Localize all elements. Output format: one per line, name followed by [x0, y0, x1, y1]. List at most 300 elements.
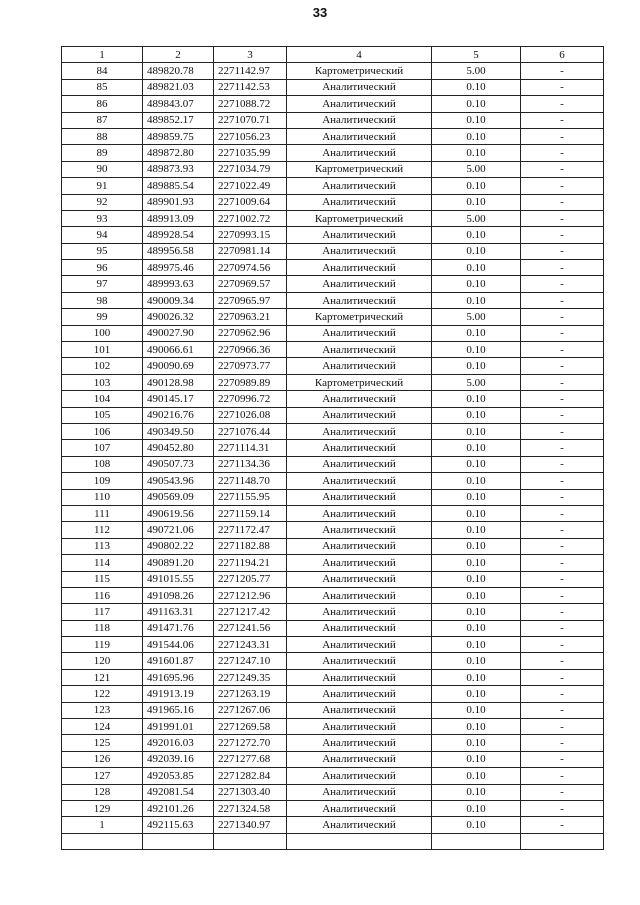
- table-row: [62, 751, 604, 767]
- cell-accuracy: 5.00: [432, 161, 521, 177]
- cell-method: Аналитический: [287, 456, 432, 472]
- table-row: [62, 325, 604, 341]
- cell-y-coordinate: 2271155.95: [214, 489, 287, 505]
- table-body: [62, 63, 604, 850]
- cell-method: Аналитический: [287, 358, 432, 374]
- table-row: [62, 653, 604, 669]
- cell-point-number: 125: [62, 735, 143, 751]
- table-row: [62, 800, 604, 816]
- cell-point-number: 113: [62, 538, 143, 554]
- cell-point-number: 108: [62, 456, 143, 472]
- cell-accuracy: 0.10: [432, 440, 521, 456]
- table-row: [62, 735, 604, 751]
- table-row: [62, 522, 604, 538]
- cell-description: -: [521, 735, 604, 751]
- cell-x-coordinate: 490349.50: [143, 423, 214, 439]
- cell-method: Аналитический: [287, 440, 432, 456]
- cell-method: Аналитический: [287, 587, 432, 603]
- cell-x-coordinate: 490543.96: [143, 473, 214, 489]
- cell-x-coordinate: 489901.93: [143, 194, 214, 210]
- cell-accuracy: 0.10: [432, 637, 521, 653]
- cell-method: Аналитический: [287, 784, 432, 800]
- column-header-x-coordinate: 2: [143, 47, 214, 63]
- table-row: [62, 456, 604, 472]
- cell-accuracy: 5.00: [432, 210, 521, 226]
- cell-description: -: [521, 145, 604, 161]
- column-header-description: 6: [521, 47, 604, 63]
- cell-description: -: [521, 260, 604, 276]
- cell-y-coordinate: 2271263.19: [214, 686, 287, 702]
- cell-method: Аналитический: [287, 342, 432, 358]
- cell-accuracy: 0.10: [432, 473, 521, 489]
- cell-accuracy: 0.10: [432, 538, 521, 554]
- cell-description: -: [521, 391, 604, 407]
- cell-method: Аналитический: [287, 79, 432, 95]
- table-row: [62, 571, 604, 587]
- cell-point-number: 120: [62, 653, 143, 669]
- cell-accuracy: 0.10: [432, 768, 521, 784]
- cell-accuracy: 0.10: [432, 719, 521, 735]
- cell-y-coordinate: 2271035.99: [214, 145, 287, 161]
- cell-method: Аналитический: [287, 325, 432, 341]
- cell-description: -: [521, 587, 604, 603]
- cell-point-number: [62, 833, 143, 849]
- cell-accuracy: 0.10: [432, 276, 521, 292]
- cell-accuracy: 0.10: [432, 243, 521, 259]
- cell-x-coordinate: 489820.78: [143, 63, 214, 79]
- cell-y-coordinate: 2270962.96: [214, 325, 287, 341]
- cell-accuracy: 0.10: [432, 555, 521, 571]
- cell-method: Аналитический: [287, 751, 432, 767]
- cell-description: -: [521, 407, 604, 423]
- cell-description: -: [521, 751, 604, 767]
- cell-method: Аналитический: [287, 702, 432, 718]
- cell-description: -: [521, 719, 604, 735]
- cell-y-coordinate: 2271247.10: [214, 653, 287, 669]
- cell-y-coordinate: 2270996.72: [214, 391, 287, 407]
- cell-x-coordinate: 490802.22: [143, 538, 214, 554]
- cell-method: Аналитический: [287, 555, 432, 571]
- cell-point-number: 103: [62, 374, 143, 390]
- cell-description: -: [521, 768, 604, 784]
- cell-y-coordinate: 2271182.88: [214, 538, 287, 554]
- cell-x-coordinate: 489852.17: [143, 112, 214, 128]
- cell-accuracy: 5.00: [432, 374, 521, 390]
- table-row: [62, 243, 604, 259]
- page-number: 33: [312, 5, 328, 20]
- cell-accuracy: 0.10: [432, 194, 521, 210]
- table-row: [62, 637, 604, 653]
- cell-accuracy: 0.10: [432, 325, 521, 341]
- cell-method: Аналитический: [287, 522, 432, 538]
- cell-method: Аналитический: [287, 637, 432, 653]
- cell-accuracy: 0.10: [432, 456, 521, 472]
- coordinates-table: [61, 46, 604, 850]
- cell-accuracy: 0.10: [432, 423, 521, 439]
- cell-description: -: [521, 276, 604, 292]
- cell-method: Аналитический: [287, 620, 432, 636]
- cell-x-coordinate: 489993.63: [143, 276, 214, 292]
- cell-x-coordinate: 491544.06: [143, 637, 214, 653]
- cell-method: Аналитический: [287, 178, 432, 194]
- cell-x-coordinate: 489821.03: [143, 79, 214, 95]
- cell-accuracy: 0.10: [432, 653, 521, 669]
- cell-description: -: [521, 555, 604, 571]
- cell-method: Картометрический: [287, 309, 432, 325]
- cell-accuracy: 0.10: [432, 669, 521, 685]
- cell-x-coordinate: 490721.06: [143, 522, 214, 538]
- table-header-row: [62, 47, 604, 63]
- cell-accuracy: 0.10: [432, 522, 521, 538]
- cell-y-coordinate: 2271249.35: [214, 669, 287, 685]
- cell-point-number: 106: [62, 423, 143, 439]
- cell-x-coordinate: 492016.03: [143, 735, 214, 751]
- table-row: [62, 489, 604, 505]
- cell-x-coordinate: 489885.54: [143, 178, 214, 194]
- cell-method: Аналитический: [287, 817, 432, 833]
- cell-y-coordinate: 2271212.96: [214, 587, 287, 603]
- table-row: [62, 358, 604, 374]
- cell-accuracy: 0.10: [432, 587, 521, 603]
- cell-x-coordinate: 491601.87: [143, 653, 214, 669]
- column-header-point-number: 1: [62, 47, 143, 63]
- cell-point-number: 102: [62, 358, 143, 374]
- table-row: [62, 391, 604, 407]
- table-row: [62, 833, 604, 849]
- cell-description: -: [521, 817, 604, 833]
- cell-y-coordinate: 2271114.31: [214, 440, 287, 456]
- cell-point-number: 96: [62, 260, 143, 276]
- cell-y-coordinate: 2271272.70: [214, 735, 287, 751]
- table-row: [62, 555, 604, 571]
- cell-method: Картометрический: [287, 63, 432, 79]
- cell-method: Аналитический: [287, 96, 432, 112]
- cell-y-coordinate: 2271282.84: [214, 768, 287, 784]
- cell-description: -: [521, 571, 604, 587]
- cell-point-number: 110: [62, 489, 143, 505]
- cell-x-coordinate: 490216.76: [143, 407, 214, 423]
- cell-accuracy: [432, 833, 521, 849]
- cell-point-number: 89: [62, 145, 143, 161]
- cell-point-number: 95: [62, 243, 143, 259]
- cell-x-coordinate: 489913.09: [143, 210, 214, 226]
- cell-description: -: [521, 161, 604, 177]
- cell-y-coordinate: 2271267.06: [214, 702, 287, 718]
- cell-description: -: [521, 325, 604, 341]
- cell-description: -: [521, 128, 604, 144]
- cell-y-coordinate: 2271324.58: [214, 800, 287, 816]
- table-row: [62, 669, 604, 685]
- cell-method: Аналитический: [287, 489, 432, 505]
- table-row: [62, 63, 604, 79]
- cell-x-coordinate: 492101.26: [143, 800, 214, 816]
- cell-method: Аналитический: [287, 653, 432, 669]
- cell-point-number: 128: [62, 784, 143, 800]
- cell-x-coordinate: 489873.93: [143, 161, 214, 177]
- cell-accuracy: 5.00: [432, 309, 521, 325]
- cell-y-coordinate: [214, 833, 287, 849]
- cell-description: -: [521, 374, 604, 390]
- cell-y-coordinate: 2271026.08: [214, 407, 287, 423]
- cell-y-coordinate: 2271269.58: [214, 719, 287, 735]
- cell-x-coordinate: 489843.07: [143, 96, 214, 112]
- cell-y-coordinate: 2271142.53: [214, 79, 287, 95]
- cell-method: Аналитический: [287, 735, 432, 751]
- column-header-y-coordinate: 3: [214, 47, 287, 63]
- cell-description: -: [521, 210, 604, 226]
- cell-x-coordinate: 490027.90: [143, 325, 214, 341]
- cell-y-coordinate: 2270965.97: [214, 292, 287, 308]
- cell-accuracy: 0.10: [432, 407, 521, 423]
- cell-accuracy: 0.10: [432, 391, 521, 407]
- cell-point-number: 105: [62, 407, 143, 423]
- cell-method: Аналитический: [287, 800, 432, 816]
- cell-accuracy: 0.10: [432, 96, 521, 112]
- table-row: [62, 161, 604, 177]
- cell-description: -: [521, 358, 604, 374]
- cell-accuracy: 0.10: [432, 571, 521, 587]
- cell-description: [521, 833, 604, 849]
- table-row: [62, 260, 604, 276]
- cell-point-number: 100: [62, 325, 143, 341]
- table-row: [62, 423, 604, 439]
- cell-description: -: [521, 800, 604, 816]
- cell-point-number: 112: [62, 522, 143, 538]
- cell-x-coordinate: 491913.19: [143, 686, 214, 702]
- cell-accuracy: 0.10: [432, 489, 521, 505]
- cell-point-number: 119: [62, 637, 143, 653]
- table-row: [62, 194, 604, 210]
- cell-y-coordinate: 2271142.97: [214, 63, 287, 79]
- cell-point-number: 92: [62, 194, 143, 210]
- cell-method: Картометрический: [287, 374, 432, 390]
- cell-point-number: 111: [62, 505, 143, 521]
- cell-point-number: 122: [62, 686, 143, 702]
- cell-description: -: [521, 489, 604, 505]
- cell-description: -: [521, 440, 604, 456]
- table-row: [62, 112, 604, 128]
- cell-y-coordinate: 2271056.23: [214, 128, 287, 144]
- cell-method: Аналитический: [287, 276, 432, 292]
- cell-description: -: [521, 604, 604, 620]
- cell-method: Аналитический: [287, 768, 432, 784]
- cell-x-coordinate: 491163.31: [143, 604, 214, 620]
- cell-method: Аналитический: [287, 391, 432, 407]
- cell-point-number: 101: [62, 342, 143, 358]
- cell-x-coordinate: 489928.54: [143, 227, 214, 243]
- table-row: [62, 538, 604, 554]
- table-row: [62, 817, 604, 833]
- cell-point-number: 115: [62, 571, 143, 587]
- cell-accuracy: 0.10: [432, 178, 521, 194]
- cell-description: -: [521, 292, 604, 308]
- cell-method: Аналитический: [287, 227, 432, 243]
- cell-point-number: 107: [62, 440, 143, 456]
- cell-method: Аналитический: [287, 145, 432, 161]
- table-row: [62, 145, 604, 161]
- cell-y-coordinate: 2270974.56: [214, 260, 287, 276]
- cell-x-coordinate: 490009.34: [143, 292, 214, 308]
- cell-point-number: 104: [62, 391, 143, 407]
- cell-x-coordinate: 490066.61: [143, 342, 214, 358]
- cell-method: Аналитический: [287, 292, 432, 308]
- cell-x-coordinate: 490507.73: [143, 456, 214, 472]
- cell-y-coordinate: 2271134.36: [214, 456, 287, 472]
- table-row: [62, 620, 604, 636]
- cell-accuracy: 0.10: [432, 358, 521, 374]
- cell-accuracy: 0.10: [432, 292, 521, 308]
- cell-accuracy: 0.10: [432, 342, 521, 358]
- cell-x-coordinate: 490145.17: [143, 391, 214, 407]
- cell-point-number: 99: [62, 309, 143, 325]
- cell-x-coordinate: 492039.16: [143, 751, 214, 767]
- cell-y-coordinate: 2270989.89: [214, 374, 287, 390]
- table-row: [62, 702, 604, 718]
- cell-accuracy: 5.00: [432, 63, 521, 79]
- cell-accuracy: 0.10: [432, 702, 521, 718]
- cell-x-coordinate: 490128.98: [143, 374, 214, 390]
- cell-y-coordinate: 2271217.42: [214, 604, 287, 620]
- cell-point-number: 93: [62, 210, 143, 226]
- cell-point-number: 127: [62, 768, 143, 784]
- cell-method: Аналитический: [287, 128, 432, 144]
- cell-accuracy: 0.10: [432, 751, 521, 767]
- cell-point-number: 124: [62, 719, 143, 735]
- cell-x-coordinate: 491991.01: [143, 719, 214, 735]
- table-row: [62, 768, 604, 784]
- cell-method: Аналитический: [287, 686, 432, 702]
- table-row: [62, 128, 604, 144]
- cell-method: Аналитический: [287, 571, 432, 587]
- cell-method: Аналитический: [287, 473, 432, 489]
- cell-method: Аналитический: [287, 194, 432, 210]
- cell-point-number: 91: [62, 178, 143, 194]
- cell-y-coordinate: 2271303.40: [214, 784, 287, 800]
- cell-point-number: 114: [62, 555, 143, 571]
- cell-description: -: [521, 522, 604, 538]
- cell-accuracy: 0.10: [432, 128, 521, 144]
- cell-x-coordinate: 491695.96: [143, 669, 214, 685]
- cell-x-coordinate: 489859.75: [143, 128, 214, 144]
- cell-x-coordinate: 491015.55: [143, 571, 214, 587]
- cell-description: -: [521, 473, 604, 489]
- cell-x-coordinate: 490452.80: [143, 440, 214, 456]
- cell-accuracy: 0.10: [432, 260, 521, 276]
- cell-point-number: 94: [62, 227, 143, 243]
- cell-x-coordinate: 490891.20: [143, 555, 214, 571]
- cell-y-coordinate: 2271148.70: [214, 473, 287, 489]
- cell-accuracy: 0.10: [432, 817, 521, 833]
- cell-point-number: 86: [62, 96, 143, 112]
- cell-point-number: 97: [62, 276, 143, 292]
- cell-description: -: [521, 702, 604, 718]
- cell-y-coordinate: 2270966.36: [214, 342, 287, 358]
- table-row: [62, 587, 604, 603]
- cell-description: -: [521, 63, 604, 79]
- table-row: [62, 96, 604, 112]
- cell-point-number: 116: [62, 587, 143, 603]
- cell-point-number: 123: [62, 702, 143, 718]
- cell-x-coordinate: 492115.63: [143, 817, 214, 833]
- cell-description: -: [521, 79, 604, 95]
- cell-accuracy: 0.10: [432, 79, 521, 95]
- cell-method: Картометрический: [287, 210, 432, 226]
- cell-y-coordinate: 2271088.72: [214, 96, 287, 112]
- cell-accuracy: 0.10: [432, 505, 521, 521]
- cell-y-coordinate: 2270981.14: [214, 243, 287, 259]
- cell-point-number: 90: [62, 161, 143, 177]
- cell-method: Аналитический: [287, 505, 432, 521]
- cell-y-coordinate: 2271194.21: [214, 555, 287, 571]
- cell-method: Картометрический: [287, 161, 432, 177]
- cell-x-coordinate: 491965.16: [143, 702, 214, 718]
- table-row: [62, 79, 604, 95]
- cell-y-coordinate: 2270993.15: [214, 227, 287, 243]
- cell-x-coordinate: 490090.69: [143, 358, 214, 374]
- cell-accuracy: 0.10: [432, 800, 521, 816]
- cell-description: -: [521, 227, 604, 243]
- cell-method: Аналитический: [287, 407, 432, 423]
- cell-point-number: 98: [62, 292, 143, 308]
- cell-x-coordinate: 490619.56: [143, 505, 214, 521]
- cell-x-coordinate: 490569.09: [143, 489, 214, 505]
- cell-accuracy: 0.10: [432, 112, 521, 128]
- cell-accuracy: 0.10: [432, 145, 521, 161]
- cell-method: Аналитический: [287, 669, 432, 685]
- table-row: [62, 407, 604, 423]
- cell-x-coordinate: 491098.26: [143, 587, 214, 603]
- table-row: [62, 227, 604, 243]
- cell-description: -: [521, 342, 604, 358]
- cell-method: Аналитический: [287, 260, 432, 276]
- cell-y-coordinate: 2271009.64: [214, 194, 287, 210]
- table-row: [62, 210, 604, 226]
- cell-method: [287, 833, 432, 849]
- cell-point-number: 117: [62, 604, 143, 620]
- table-row: [62, 604, 604, 620]
- cell-y-coordinate: 2271002.72: [214, 210, 287, 226]
- cell-point-number: 126: [62, 751, 143, 767]
- cell-x-coordinate: 492081.54: [143, 784, 214, 800]
- table-row: [62, 719, 604, 735]
- cell-y-coordinate: 2271243.31: [214, 637, 287, 653]
- cell-accuracy: 0.10: [432, 604, 521, 620]
- cell-y-coordinate: 2271172.47: [214, 522, 287, 538]
- cell-method: Аналитический: [287, 243, 432, 259]
- cell-x-coordinate: 489956.58: [143, 243, 214, 259]
- table-row: [62, 686, 604, 702]
- cell-y-coordinate: 2271205.77: [214, 571, 287, 587]
- cell-description: -: [521, 669, 604, 685]
- cell-point-number: 109: [62, 473, 143, 489]
- cell-y-coordinate: 2271241.56: [214, 620, 287, 636]
- cell-accuracy: 0.10: [432, 620, 521, 636]
- cell-point-number: 121: [62, 669, 143, 685]
- cell-y-coordinate: 2271034.79: [214, 161, 287, 177]
- cell-y-coordinate: 2271340.97: [214, 817, 287, 833]
- cell-method: Аналитический: [287, 719, 432, 735]
- cell-description: -: [521, 456, 604, 472]
- column-header-method: 4: [287, 47, 432, 63]
- cell-description: -: [521, 505, 604, 521]
- cell-point-number: 129: [62, 800, 143, 816]
- table-row: [62, 784, 604, 800]
- table-row: [62, 292, 604, 308]
- table-row: [62, 505, 604, 521]
- cell-description: -: [521, 784, 604, 800]
- cell-x-coordinate: 489872.80: [143, 145, 214, 161]
- cell-point-number: 118: [62, 620, 143, 636]
